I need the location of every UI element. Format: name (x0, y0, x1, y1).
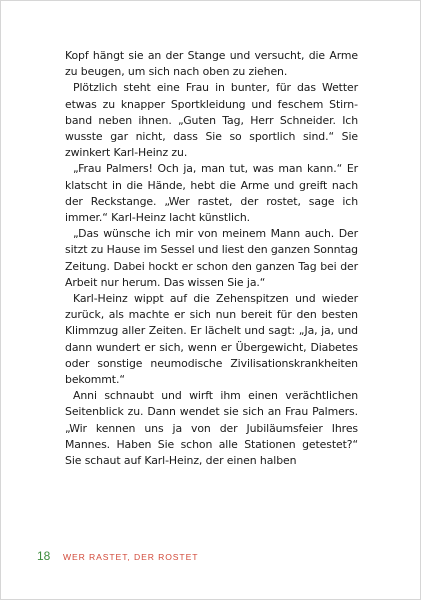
paragraph: Kopf hängt sie an der Stange und versucht, die Arme zu beugen, um sich nach oben zu ziehen. (65, 49, 358, 79)
paragraph: Plötzlich steht eine Frau in bunter, für das Wetter etwas zu knapper Sportkleidung und feschem Stirnband neben ihnen. „Guten Tag, Herr Schneider. Ich wusste gar nicht, dass Sie so sportlich sind.“ Sie zwinkert Karl-Heinz zu. (65, 81, 358, 160)
paragraph: „Frau Palmers! Och ja, man tut, was man kann.“ Er klatscht in die Hände, hebt die Arme und greift nach der Reckstange. „Wer rastet, der rostet, sage ich immer.“ Karl-Heinz lacht künstlich. (65, 162, 358, 225)
paragraph: „Das wünsche ich mir von meinem Mann auch. Der sitzt zu Hause im Sessel und liest den ganzen Sonntag Zeitung. Dabei hockt er schon den ganzen Tag bei der Arbeit nur herum. Das wissen Sie ja.“ (65, 227, 358, 289)
body-text (65, 48, 358, 469)
page-number: 18 (37, 549, 51, 563)
page-footer (37, 549, 198, 563)
paragraph: Anni schnaubt und wirft ihm einen verächtlichen Seitenblick zu. Dann wendet sie sich an Frau Palmers. „Wir kennen uns ja von der Jubiläumsfeier Ihres Mannes. Haben Sie schon alle Stationen getestet?“ Sie schaut auf Karl-Heinz, der einen halben (65, 389, 358, 468)
paragraph: Karl-Heinz wippt auf die Zehenspitzen und wieder zurück, als machte er sich nun bereit für den besten Klimmzug aller Zeiten. Er lächelt und sagt: „Ja, ja, und dann wundert er sich, wenn er Übergewicht, Diabetes oder sonstige neumodische Zivilisationskrankheiten bekommt.“ (65, 292, 358, 387)
running-head: WER RASTET, DER ROSTET (63, 552, 199, 562)
